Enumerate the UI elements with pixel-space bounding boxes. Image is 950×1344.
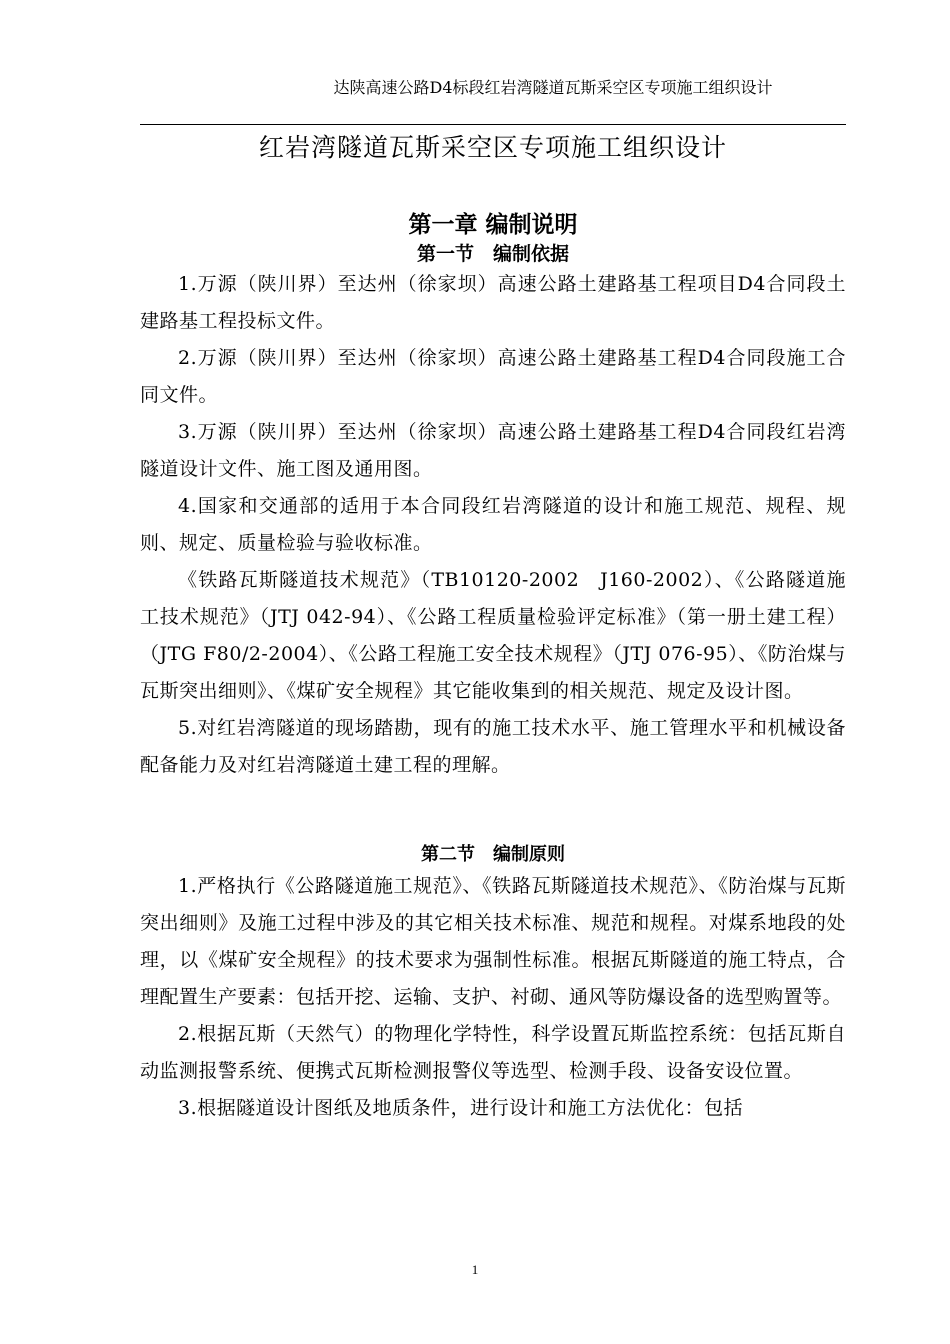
- paragraph: 4.国家和交通部的适用于本合同段红岩湾隧道的设计和施工规范、规程、规则、规定、质量检验与验收标准。: [140, 495, 846, 554]
- running-header: 达陕高速公路D4标段红岩湾隧道瓦斯采空区专项施工组织设计: [333, 78, 773, 97]
- section-heading-basis: 第一节 编制依据: [416, 243, 569, 265]
- chapter-heading: 第一章 编制说明: [408, 211, 578, 238]
- paragraph: 3.万源（陕川界）至达州（徐家坝）高速公路土建路基工程D4合同段红岩湾隧道设计文件、施工图及通用图。: [140, 421, 846, 480]
- paragraph: 1.严格执行《公路隧道施工规范》、《铁路瓦斯隧道技术规范》、《防治煤与瓦斯突出细则》及施工过程中涉及的其它相关技术标准、规范和规程。对煤系地段的处理，以《煤矿安全规程》的技术要求为强制性标准。根据瓦斯隧道的施工特点，合理配置生产要素：包括开挖、运输、支护、衬砌、通风等防爆设备的选型购置等。: [140, 875, 846, 1008]
- document-title: 红岩湾隧道瓦斯采空区专项施工组织设计: [258, 133, 727, 162]
- section-heading-principles: 第二节 编制原则: [421, 844, 565, 865]
- paragraph: 2.根据瓦斯（天然气）的物理化学特性，科学设置瓦斯监控系统：包括瓦斯自动监测报警系统、便携式瓦斯检测报警仪等选型、检测手段、设备安设位置。: [140, 1023, 846, 1082]
- paragraph: 1.万源（陕川界）至达州（徐家坝）高速公路土建路基工程项目D4合同段土建路基工程投标文件。: [140, 273, 846, 332]
- section-body-basis: [140, 266, 846, 784]
- paragraph: 3.根据隧道设计图纸及地质条件，进行设计和施工方法优化：包括: [178, 1097, 744, 1119]
- header-divider: [140, 124, 846, 125]
- paragraph: 2.万源（陕川界）至达州（徐家坝）高速公路土建路基工程D4合同段施工合同文件。: [140, 347, 846, 406]
- paragraph: 5.对红岩湾隧道的现场踏勘，现有的施工技术水平、施工管理水平和机械设备配备能力及对红岩湾隧道土建工程的理解。: [140, 717, 846, 776]
- page-number: 1: [471, 1262, 479, 1277]
- paragraph: 《铁路瓦斯隧道技术规范》（TB10120-2002 J160-2002）、《公路隧道施工技术规范》（JTJ 042-94）、《公路工程质量检验评定标准》（第一册土建工程）（JTG F80/2-2004）、《公路工程施工安全技术规程》（JTJ 076-95）、《防治煤与瓦斯突出细则》、《煤矿安全规程》其它能收集到的相关规范、规定及设计图。: [140, 569, 846, 702]
- section-body-principles: [140, 868, 846, 1127]
